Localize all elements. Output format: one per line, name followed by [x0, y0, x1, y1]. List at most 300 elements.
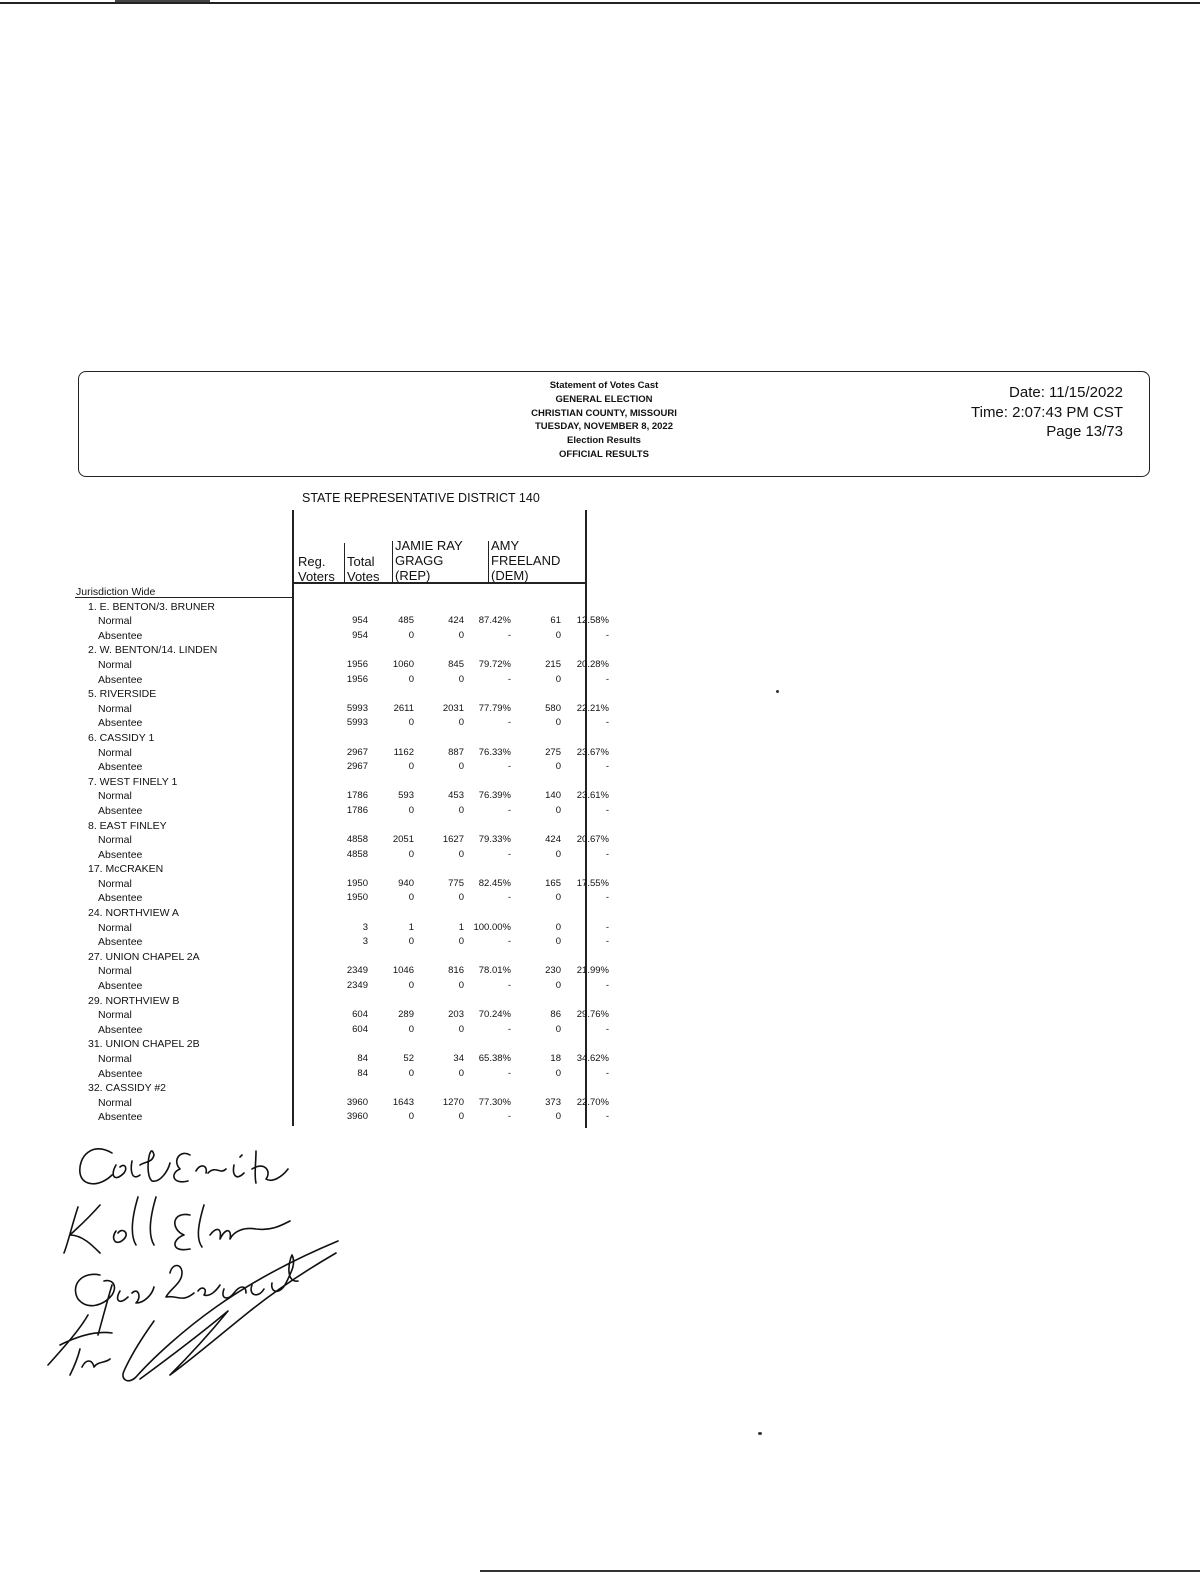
total-votes-cell: [368, 731, 414, 746]
gragg-votes-cell: [414, 775, 464, 790]
gragg-percent-cell: -: [507, 629, 511, 641]
reg-voters-cell: 3960: [346, 1096, 368, 1108]
freeland-percent-cell: [561, 950, 609, 965]
signature-1: [80, 1149, 288, 1184]
row-label: Normal: [98, 746, 132, 759]
freeland-percent-cell: -: [605, 892, 609, 904]
freeland-percent-cell: -: [605, 921, 609, 933]
total-votes-cell: 1060: [392, 658, 414, 670]
table-row: [75, 848, 609, 863]
gragg-percent-cell: -: [507, 761, 511, 773]
total-votes-cell: [368, 643, 414, 658]
table-row: [75, 935, 609, 950]
precinct-row: [75, 950, 609, 965]
gragg-votes-cell: 0: [458, 980, 464, 992]
gragg-percent-cell: [464, 600, 511, 615]
total-votes-cell: 1162: [393, 746, 414, 758]
row-label: Normal: [98, 790, 132, 803]
freeland-votes-cell: [511, 994, 561, 1009]
total-votes-cell: 0: [408, 1023, 414, 1035]
row-label: 27. UNION CHAPEL 2A: [88, 950, 200, 963]
reg-voters-cell: 5993: [346, 702, 368, 714]
freeland-votes-cell: [511, 1081, 561, 1096]
freeland-votes-cell: 0: [555, 629, 561, 641]
contest-title: STATE REPRESENTATIVE DISTRICT 140: [302, 491, 540, 505]
gragg-votes-cell: [414, 994, 464, 1009]
freeland-votes-cell: [511, 862, 561, 877]
total-votes-cell: [368, 862, 414, 877]
freeland-percent-cell: 20.28%: [576, 658, 609, 670]
gragg-votes-cell: 775: [448, 877, 464, 889]
gragg-percent-cell: [464, 643, 511, 658]
row-label: 7. WEST FINELY 1: [88, 775, 178, 788]
total-votes-cell: 0: [408, 717, 414, 729]
total-votes-cell: 0: [408, 761, 414, 773]
reg-voters-cell: 2967: [346, 761, 368, 773]
reg-voters-cell: [316, 950, 368, 965]
table-row: [75, 760, 609, 775]
freeland-percent-cell: [561, 600, 609, 615]
row-label: Normal: [98, 615, 132, 628]
reg-voters-cell: 1950: [346, 892, 368, 904]
gragg-percent-cell: [464, 994, 511, 1009]
gragg-percent-cell: -: [507, 892, 511, 904]
reg-voters-cell: 3: [362, 921, 368, 933]
gragg-percent-cell: 77.30%: [478, 1096, 511, 1108]
total-votes-cell: [368, 687, 414, 702]
freeland-percent-cell: -: [605, 804, 609, 816]
reg-voters-cell: 604: [352, 1023, 368, 1035]
gragg-votes-cell: 0: [458, 673, 464, 685]
report-meta: [971, 383, 1123, 442]
total-votes-cell: 1: [408, 921, 414, 933]
freeland-percent-cell: 23.67%: [576, 746, 609, 758]
row-label: Absentee: [98, 936, 143, 949]
report-header-titles: [499, 379, 709, 462]
freeland-percent-cell: -: [605, 1023, 609, 1035]
freeland-percent-cell: -: [605, 1067, 609, 1079]
freeland-votes-cell: 18: [550, 1053, 561, 1064]
gragg-votes-cell: 1627: [442, 834, 464, 846]
gragg-votes-cell: [414, 1037, 464, 1052]
total-votes-cell: 1643: [392, 1096, 414, 1108]
total-votes-cell: 2611: [393, 702, 414, 714]
total-votes-cell: [368, 1081, 414, 1096]
row-label: 31. UNION CHAPEL 2B: [88, 1038, 200, 1051]
gragg-percent-cell: [464, 862, 511, 877]
col-head-reg-voters: Reg. Voters: [298, 554, 335, 584]
gragg-votes-cell: 1270: [442, 1096, 464, 1108]
gragg-percent-cell: -: [507, 1111, 511, 1123]
gragg-percent-cell: [464, 585, 511, 600]
total-votes-cell: [368, 600, 414, 615]
precinct-row: [75, 643, 609, 658]
gragg-votes-cell: 0: [458, 892, 464, 904]
reg-voters-cell: 3960: [346, 1111, 368, 1123]
freeland-percent-cell: [561, 585, 609, 600]
total-votes-cell: 0: [408, 980, 414, 992]
freeland-votes-cell: 0: [555, 936, 561, 948]
table-row: [75, 1052, 609, 1067]
freeland-percent-cell: -: [605, 980, 609, 992]
gragg-votes-cell: 0: [458, 1023, 464, 1035]
freeland-percent-cell: 20.67%: [576, 834, 609, 846]
freeland-votes-cell: 165: [545, 877, 561, 889]
freeland-votes-cell: [511, 687, 561, 702]
col-head-candidate-gragg: JAMIE RAY GRAGG (REP): [395, 538, 463, 583]
gragg-percent-cell: [464, 950, 511, 965]
freeland-votes-cell: 0: [555, 1111, 561, 1123]
reg-voters-cell: [316, 585, 368, 600]
table-row: [75, 746, 609, 761]
precinct-row: [75, 906, 609, 921]
freeland-percent-cell: -: [605, 761, 609, 773]
gragg-votes-cell: 2031: [442, 702, 464, 714]
precinct-row: [75, 819, 609, 834]
report-header: [78, 371, 1150, 477]
total-votes-cell: 1046: [392, 965, 414, 977]
gragg-votes-cell: [414, 1081, 464, 1096]
reg-voters-cell: 2349: [346, 980, 368, 992]
table-row: [75, 629, 609, 644]
precinct-row: [75, 1081, 609, 1096]
freeland-votes-cell: 0: [555, 804, 561, 816]
freeland-votes-cell: [511, 600, 561, 615]
gragg-votes-cell: 0: [458, 1111, 464, 1123]
gragg-votes-cell: [414, 585, 464, 600]
freeland-votes-cell: [511, 950, 561, 965]
freeland-percent-cell: 22.21%: [576, 702, 609, 714]
freeland-percent-cell: 23.61%: [576, 790, 609, 802]
total-votes-cell: 0: [408, 673, 414, 685]
header-line-election: GENERAL ELECTION: [555, 393, 653, 405]
table-row: [75, 716, 609, 731]
freeland-percent-cell: 29.76%: [576, 1009, 609, 1021]
freeland-votes-cell: 0: [555, 980, 561, 992]
signature-4: [48, 1241, 338, 1381]
gragg-percent-cell: -: [507, 1067, 511, 1079]
results-table: [75, 585, 609, 1125]
row-label: Absentee: [98, 717, 143, 730]
row-label: 8. EAST FINLEY: [88, 819, 167, 832]
gragg-percent-cell: [464, 1037, 511, 1052]
scan-top-mark: [115, 0, 210, 2]
row-label: Absentee: [98, 804, 143, 817]
freeland-percent-cell: [561, 731, 609, 746]
row-label: 5. RIVERSIDE: [88, 688, 157, 701]
header-line-date: TUESDAY, NOVEMBER 8, 2022: [535, 421, 673, 433]
header-line-results: Election Results: [567, 435, 641, 447]
col-divider-cand1: [392, 541, 393, 582]
freeland-votes-cell: [511, 1037, 561, 1052]
freeland-votes-cell: 0: [555, 761, 561, 773]
gragg-votes-cell: [414, 906, 464, 921]
freeland-votes-cell: 215: [545, 658, 561, 670]
table-row: [75, 804, 609, 819]
header-line-statement: Statement of Votes Cast: [549, 380, 659, 391]
total-votes-cell: [368, 906, 414, 921]
freeland-percent-cell: -: [605, 673, 609, 685]
precinct-row: [75, 687, 609, 702]
freeland-votes-cell: [511, 906, 561, 921]
table-row: [75, 614, 609, 629]
total-votes-cell: 940: [398, 877, 414, 889]
freeland-percent-cell: -: [605, 1111, 609, 1123]
gragg-percent-cell: [464, 1081, 511, 1096]
freeland-percent-cell: [561, 1081, 609, 1096]
gragg-percent-cell: 87.42%: [478, 615, 511, 627]
results-body: [75, 585, 609, 1125]
reg-voters-cell: [316, 819, 368, 834]
gragg-votes-cell: 816: [448, 965, 464, 977]
gragg-percent-cell: -: [507, 717, 511, 729]
gragg-votes-cell: 0: [458, 936, 464, 948]
reg-voters-cell: [316, 687, 368, 702]
col-head-total-votes: Total Votes: [347, 554, 380, 584]
total-votes-cell: 289: [398, 1009, 414, 1021]
row-label: Normal: [98, 834, 132, 847]
total-votes-cell: 0: [408, 1111, 414, 1123]
row-label: Absentee: [98, 848, 143, 861]
gragg-percent-cell: 77.79%: [478, 702, 511, 714]
reg-voters-cell: 1950: [346, 877, 368, 889]
reg-voters-cell: 1956: [346, 673, 368, 685]
gragg-votes-cell: 0: [458, 1067, 464, 1079]
total-votes-cell: 0: [408, 629, 414, 641]
row-label: 17. McCRAKEN: [88, 863, 164, 876]
reg-voters-cell: 604: [352, 1009, 368, 1021]
table-row: [75, 1110, 609, 1125]
precinct-row: [75, 775, 609, 790]
table-row: [75, 789, 609, 804]
total-votes-cell: [368, 819, 414, 834]
scan-bottom-edge: [480, 1570, 1200, 1572]
precinct-row: [75, 731, 609, 746]
freeland-votes-cell: 275: [545, 746, 561, 758]
reg-voters-cell: 4858: [346, 848, 368, 860]
freeland-percent-cell: [561, 906, 609, 921]
gragg-votes-cell: [414, 600, 464, 615]
freeland-percent-cell: 21.99%: [576, 965, 609, 977]
gragg-votes-cell: [414, 950, 464, 965]
table-row: [75, 891, 609, 906]
gragg-votes-cell: 0: [458, 848, 464, 860]
table-row: [75, 833, 609, 848]
gragg-votes-cell: 203: [448, 1009, 464, 1021]
gragg-percent-cell: 76.39%: [478, 790, 511, 802]
table-row: [75, 979, 609, 994]
gragg-votes-cell: [414, 819, 464, 834]
total-votes-cell: 0: [408, 848, 414, 860]
report-time: Time: 2:07:43 PM CST: [971, 403, 1123, 421]
reg-voters-cell: 84: [357, 1067, 368, 1079]
precinct-row: [75, 994, 609, 1009]
jurisdiction-row: [75, 585, 609, 600]
gragg-percent-cell: -: [507, 980, 511, 992]
gragg-percent-cell: 78.01%: [478, 965, 511, 977]
freeland-percent-cell: [561, 1037, 609, 1052]
freeland-votes-cell: 0: [555, 892, 561, 904]
signature-2: [64, 1197, 290, 1253]
reg-voters-cell: [316, 775, 368, 790]
row-label: 1. E. BENTON/3. BRUNER: [88, 600, 216, 613]
total-votes-cell: 0: [408, 892, 414, 904]
freeland-percent-cell: -: [605, 717, 609, 729]
table-row: [75, 1008, 609, 1023]
reg-voters-cell: 1786: [346, 804, 368, 816]
freeland-votes-cell: [511, 775, 561, 790]
row-label: Normal: [98, 1096, 132, 1109]
row-label: Absentee: [98, 1111, 143, 1124]
gragg-votes-cell: 453: [448, 790, 464, 802]
freeland-votes-cell: [511, 731, 561, 746]
col-head-candidate-freeland: AMY FREELAND (DEM): [491, 538, 561, 583]
row-label: 24. NORTHVIEW A: [88, 907, 179, 920]
freeland-votes-cell: 0: [555, 673, 561, 685]
freeland-percent-cell: -: [605, 848, 609, 860]
freeland-votes-cell: 0: [555, 1023, 561, 1035]
freeland-votes-cell: 230: [545, 965, 561, 977]
gragg-percent-cell: 70.24%: [478, 1009, 511, 1021]
gragg-votes-cell: 0: [458, 804, 464, 816]
row-label: Normal: [98, 965, 132, 978]
reg-voters-cell: [316, 906, 368, 921]
gragg-votes-cell: 0: [458, 629, 464, 641]
reg-voters-cell: [316, 731, 368, 746]
freeland-percent-cell: [561, 862, 609, 877]
freeland-percent-cell: -: [605, 936, 609, 948]
freeland-votes-cell: 61: [550, 615, 561, 627]
reg-voters-cell: 2967: [346, 746, 368, 758]
reg-voters-cell: 954: [352, 615, 368, 627]
freeland-votes-cell: 0: [555, 717, 561, 729]
freeland-votes-cell: 0: [555, 848, 561, 860]
gragg-percent-cell: [464, 906, 511, 921]
gragg-percent-cell: [464, 819, 511, 834]
gragg-percent-cell: 79.72%: [478, 658, 511, 670]
gragg-percent-cell: -: [507, 936, 511, 948]
reg-voters-cell: 1956: [346, 658, 368, 670]
gragg-percent-cell: -: [507, 1023, 511, 1035]
row-label: 2. W. BENTON/14. LINDEN: [88, 644, 218, 657]
total-votes-cell: 2051: [392, 834, 414, 846]
scan-speck: [758, 1432, 762, 1435]
freeland-votes-cell: 0: [555, 1067, 561, 1079]
precinct-row: [75, 1037, 609, 1052]
total-votes-cell: [368, 585, 414, 600]
reg-voters-cell: [316, 862, 368, 877]
gragg-percent-cell: [464, 687, 511, 702]
total-votes-cell: [368, 950, 414, 965]
scan-speck: [776, 690, 779, 693]
row-label: 32. CASSIDY #2: [88, 1082, 167, 1095]
freeland-percent-cell: 12.58%: [576, 615, 609, 627]
reg-voters-cell: [316, 643, 368, 658]
reg-voters-cell: 3: [362, 936, 368, 948]
row-label: Absentee: [98, 1023, 143, 1036]
table-row: [75, 658, 609, 673]
col-divider-total: [344, 543, 345, 582]
gragg-percent-cell: -: [507, 673, 511, 685]
header-line-official: OFFICIAL RESULTS: [559, 448, 649, 460]
gragg-votes-cell: [414, 731, 464, 746]
report-date: Date: 11/15/2022: [1009, 384, 1123, 401]
gragg-percent-cell: 76.33%: [478, 746, 511, 758]
gragg-votes-cell: 845: [448, 658, 464, 670]
table-row: [75, 673, 609, 688]
gragg-votes-cell: [414, 687, 464, 702]
gragg-percent-cell: 82.45%: [478, 877, 511, 889]
report-page: Page 13/73: [1046, 423, 1123, 440]
reg-voters-cell: 1786: [346, 790, 368, 802]
total-votes-cell: [368, 994, 414, 1009]
reg-voters-cell: 4858: [346, 834, 368, 846]
freeland-percent-cell: [561, 819, 609, 834]
gragg-percent-cell: 100.00%: [473, 921, 511, 933]
gragg-percent-cell: 65.38%: [478, 1053, 511, 1064]
freeland-percent-cell: [561, 687, 609, 702]
gragg-votes-cell: 0: [458, 761, 464, 773]
total-votes-cell: 593: [398, 790, 414, 802]
row-label: Absentee: [98, 629, 143, 642]
total-votes-cell: [368, 1037, 414, 1052]
reg-voters-cell: 84: [357, 1053, 368, 1064]
reg-voters-cell: [316, 1081, 368, 1096]
official-signatures: [20, 1135, 360, 1395]
total-votes-cell: [368, 775, 414, 790]
freeland-votes-cell: [511, 585, 561, 600]
row-label: Normal: [98, 658, 132, 671]
freeland-votes-cell: [511, 819, 561, 834]
freeland-percent-cell: -: [605, 629, 609, 641]
row-label: Normal: [98, 877, 132, 890]
row-label: Normal: [98, 921, 132, 934]
freeland-votes-cell: 0: [555, 921, 561, 933]
gragg-votes-cell: [414, 862, 464, 877]
total-votes-cell: 0: [408, 1067, 414, 1079]
row-label: 6. CASSIDY 1: [88, 731, 155, 744]
row-label: Absentee: [98, 761, 143, 774]
gragg-votes-cell: 0: [458, 717, 464, 729]
reg-voters-cell: 2349: [346, 965, 368, 977]
freeland-percent-cell: [561, 994, 609, 1009]
freeland-votes-cell: 140: [545, 790, 561, 802]
freeland-percent-cell: [561, 643, 609, 658]
reg-voters-cell: [316, 994, 368, 1009]
reg-voters-cell: [316, 600, 368, 615]
reg-voters-cell: [316, 1037, 368, 1052]
freeland-percent-cell: 22.70%: [576, 1096, 609, 1108]
table-row: [75, 964, 609, 979]
gragg-percent-cell: [464, 775, 511, 790]
gragg-percent-cell: 79.33%: [478, 834, 511, 846]
gragg-votes-cell: [414, 643, 464, 658]
gragg-percent-cell: -: [507, 848, 511, 860]
freeland-percent-cell: [561, 775, 609, 790]
gragg-percent-cell: [464, 731, 511, 746]
total-votes-cell: 485: [398, 615, 414, 627]
gragg-votes-cell: 424: [448, 615, 464, 627]
row-label: Absentee: [98, 1067, 143, 1080]
table-row: [75, 1023, 609, 1038]
freeland-percent-cell: 17.55%: [576, 877, 609, 889]
row-label: 29. NORTHVIEW B: [88, 994, 180, 1007]
precinct-row: [75, 862, 609, 877]
reg-voters-cell: 5993: [346, 717, 368, 729]
freeland-votes-cell: [511, 643, 561, 658]
table-row: [75, 1096, 609, 1111]
row-label: Normal: [98, 1009, 132, 1022]
